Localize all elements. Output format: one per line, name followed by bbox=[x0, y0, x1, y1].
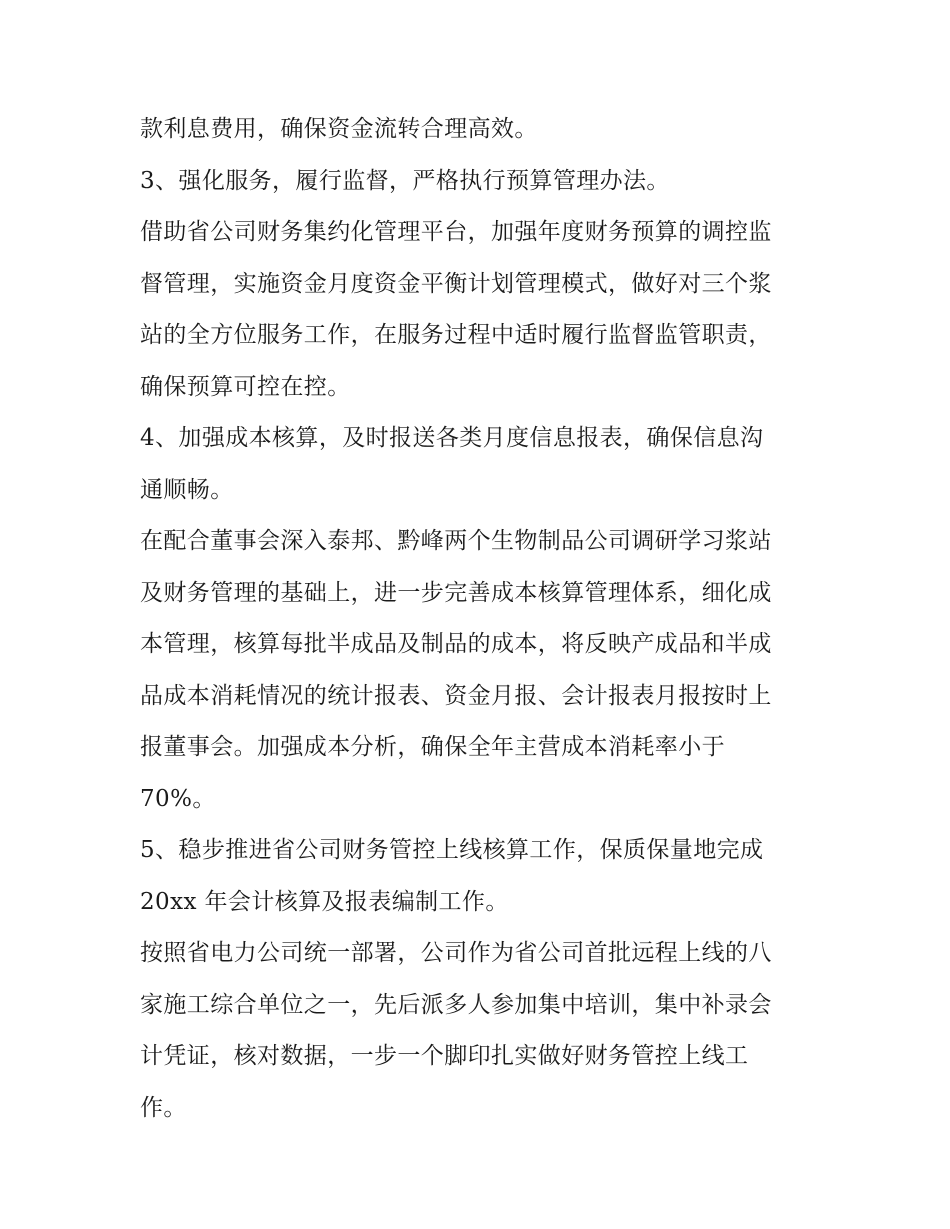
text-line: 品成本消耗情况的统计报表、资金月报、会计报表月报按时上 bbox=[140, 682, 772, 709]
text-line: 作。 bbox=[140, 1094, 187, 1121]
text-line: 在配合董事会深入泰邦、黔峰两个生物制品公司调研学习浆站 bbox=[140, 528, 772, 554]
body-text bbox=[140, 104, 820, 1134]
text-line: 督管理，实施资金月度资金平衡计划管理模式，做好对三个浆 bbox=[140, 270, 772, 297]
text-line: 按照省电力公司统一部署，公司作为省公司首批远程上线的八 bbox=[140, 940, 772, 966]
section-heading: 通顺畅。 bbox=[140, 476, 234, 503]
text-line: 站的全方位服务工作，在服务过程中适时履行监督监管职责， bbox=[140, 322, 772, 348]
text-line: 款利息费用，确保资金流转合理高效。 bbox=[140, 116, 538, 142]
text-line: 计凭证，核对数据，一步一个脚印扎实做好财务管控上线工 bbox=[140, 1043, 749, 1069]
section-heading: 20xx 年会计核算及报表编制工作。 bbox=[140, 888, 509, 915]
text-line: 70%。 bbox=[140, 785, 216, 812]
section-heading: 4、加强成本核算，及时报送各类月度信息报表，确保信息沟 bbox=[140, 425, 764, 451]
section-heading: 5、稳步推进省公司财务管控上线核算工作，保质保量地完成 bbox=[140, 837, 764, 863]
text-line: 报董事会。加强成本分析，确保全年主营成本消耗率小于 bbox=[140, 734, 725, 760]
text-line: 及财务管理的基础上，进一步完善成本核算管理体系，细化成 bbox=[140, 579, 772, 606]
text-line: 本管理，核算每批半成品及制品的成本，将反映产成品和半成 bbox=[140, 631, 772, 657]
section-heading: 3、强化服务，履行监督，严格执行预算管理办法。 bbox=[140, 167, 670, 194]
text-line: 家施工综合单位之一，先后派多人参加集中培训，集中补录会 bbox=[140, 991, 772, 1018]
text-line: 确保预算可控在控。 bbox=[140, 373, 351, 400]
text-line: 借助省公司财务集约化管理平台，加强年度财务预算的调控监 bbox=[140, 219, 772, 245]
